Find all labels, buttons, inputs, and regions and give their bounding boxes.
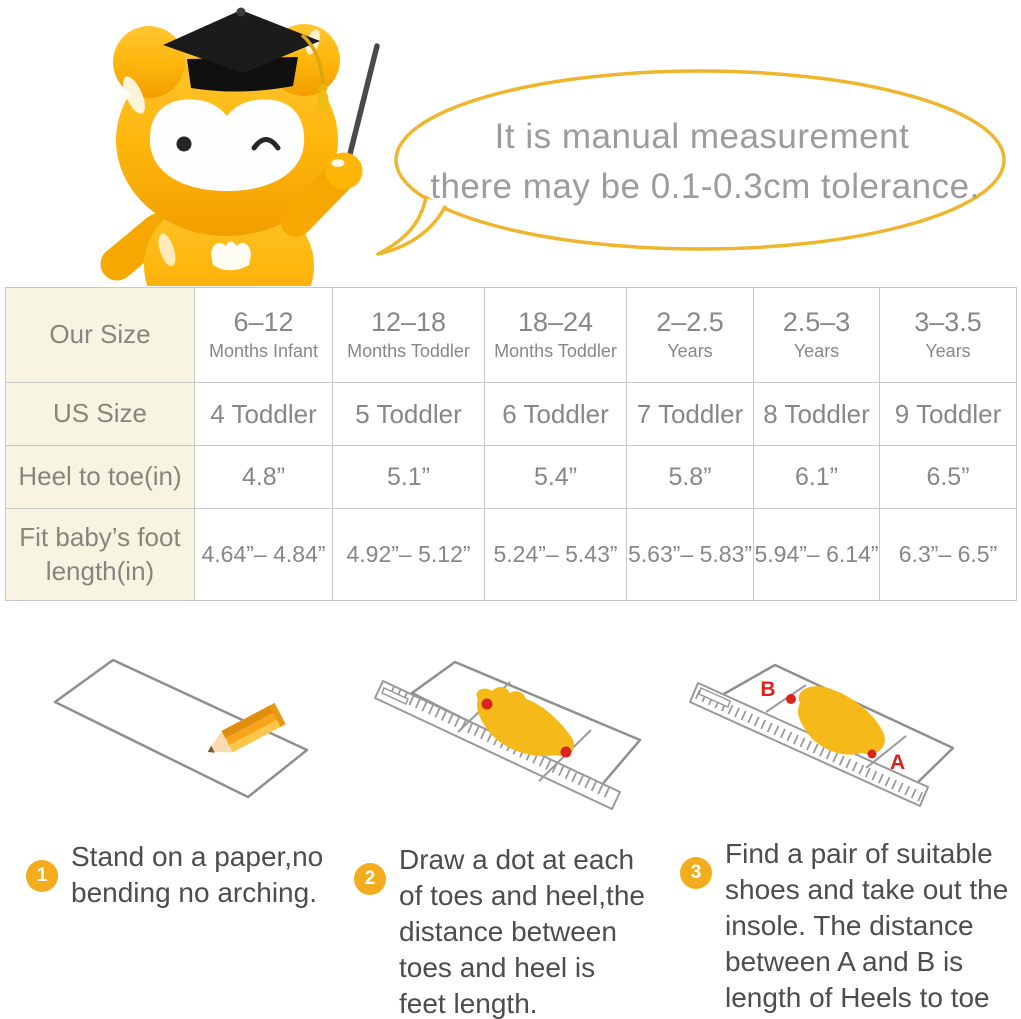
size-column-header xyxy=(880,288,1017,383)
step-3-text: Find a pair of suitable shoes and take out the insole. The distance between A and B is length of Heels to toe xyxy=(725,838,1009,1014)
table-cell: 4.64”– 4.84” xyxy=(195,509,333,601)
row-label-us-size: US Size xyxy=(6,383,195,446)
mascot-and-bubble-illustration xyxy=(0,0,1021,286)
table-cell: 5.94”– 6.14” xyxy=(754,509,880,601)
mascot-illustration xyxy=(113,8,377,287)
column-age-group: Months Toddler xyxy=(347,340,470,361)
size-column-header xyxy=(485,288,627,383)
column-age-group: Months Infant xyxy=(208,340,319,361)
column-age-group: Years xyxy=(793,340,840,361)
instruction-step-2 xyxy=(354,842,649,1019)
foot-measure-illustration xyxy=(375,662,640,809)
table-row-our-size xyxy=(6,288,1017,383)
size-table xyxy=(5,287,1017,601)
bubble-text-line1: It is manual measurement xyxy=(494,117,910,156)
toe-dot-marker xyxy=(482,699,493,710)
step-1-text: Stand on a paper,no bending no arching. xyxy=(71,841,324,909)
column-age-range: 2–2.5 xyxy=(656,306,724,337)
column-age-group: Years xyxy=(925,340,971,361)
insole-measure-illustration xyxy=(690,665,953,806)
heel-dot-marker xyxy=(561,747,572,758)
point-a-label: A xyxy=(890,751,906,774)
step-2-badge: 2 xyxy=(354,863,386,895)
row-label-our-size: Our Size xyxy=(6,288,195,383)
size-column-header xyxy=(754,288,880,383)
table-cell: 6.1” xyxy=(754,446,880,509)
table-row-us-size xyxy=(6,383,1017,446)
table-cell: 9 Toddler xyxy=(880,383,1017,446)
point-b-marker xyxy=(786,694,796,704)
instruction-step-1 xyxy=(26,839,333,911)
instruction-step-3 xyxy=(680,836,1021,1017)
bubble-text-line2: there may be 0.1-0.3cm tolerance. xyxy=(430,167,980,206)
column-age-range: 18–24 xyxy=(517,306,594,337)
belly-emblem-icon xyxy=(211,242,251,271)
table-cell: 5.1” xyxy=(333,446,485,509)
table-cell: 6.3”– 6.5” xyxy=(880,509,1017,601)
table-cell: 4.8” xyxy=(195,446,333,509)
point-b-label: B xyxy=(760,678,776,701)
point-a-marker xyxy=(868,750,877,759)
measuring-illustrations xyxy=(0,630,1021,840)
paper-pencil-illustration xyxy=(55,660,307,797)
column-age-range: 6–12 xyxy=(233,306,294,337)
column-age-range: 2.5–3 xyxy=(782,306,851,337)
cap-tassel xyxy=(318,90,329,112)
speech-bubble xyxy=(378,71,1004,254)
table-cell: 5.4” xyxy=(485,446,627,509)
size-column-header xyxy=(195,288,333,383)
table-cell: 6.5” xyxy=(880,446,1017,509)
column-age-group: Years xyxy=(667,340,713,361)
table-cell: 7 Toddler xyxy=(627,383,754,446)
step-1-badge: 1 xyxy=(26,860,58,892)
row-label-foot-length: Fit baby’s foot length(in) xyxy=(6,509,195,601)
row-label-heel-to-toe: Heel to toe(in) xyxy=(6,446,195,509)
table-cell: 5 Toddler xyxy=(333,383,485,446)
table-cell: 5.8” xyxy=(627,446,754,509)
table-cell: 8 Toddler xyxy=(754,383,880,446)
mascot-hand xyxy=(326,153,363,190)
column-age-range: 3–3.5 xyxy=(914,306,982,337)
mascot-left-eye xyxy=(177,137,192,152)
size-column-header xyxy=(333,288,485,383)
table-cell: 5.63”– 5.83” xyxy=(627,509,754,601)
table-cell: 4 Toddler xyxy=(195,383,333,446)
column-age-group: Months Toddler xyxy=(494,340,617,361)
pointer-stick-icon xyxy=(347,46,377,166)
table-cell: 6 Toddler xyxy=(485,383,627,446)
table-cell: 4.92”– 5.12” xyxy=(333,509,485,601)
step-3-badge: 3 xyxy=(680,857,712,889)
step-2-text: Draw a dot at each of toes and heel,the distance between toes and heel is feet length. xyxy=(399,844,645,1019)
size-column-header xyxy=(627,288,754,383)
table-row-foot-length xyxy=(6,509,1017,601)
column-age-range: 12–18 xyxy=(370,306,447,337)
table-row-heel-to-toe xyxy=(6,446,1017,509)
table-cell: 5.24”– 5.43” xyxy=(485,509,627,601)
